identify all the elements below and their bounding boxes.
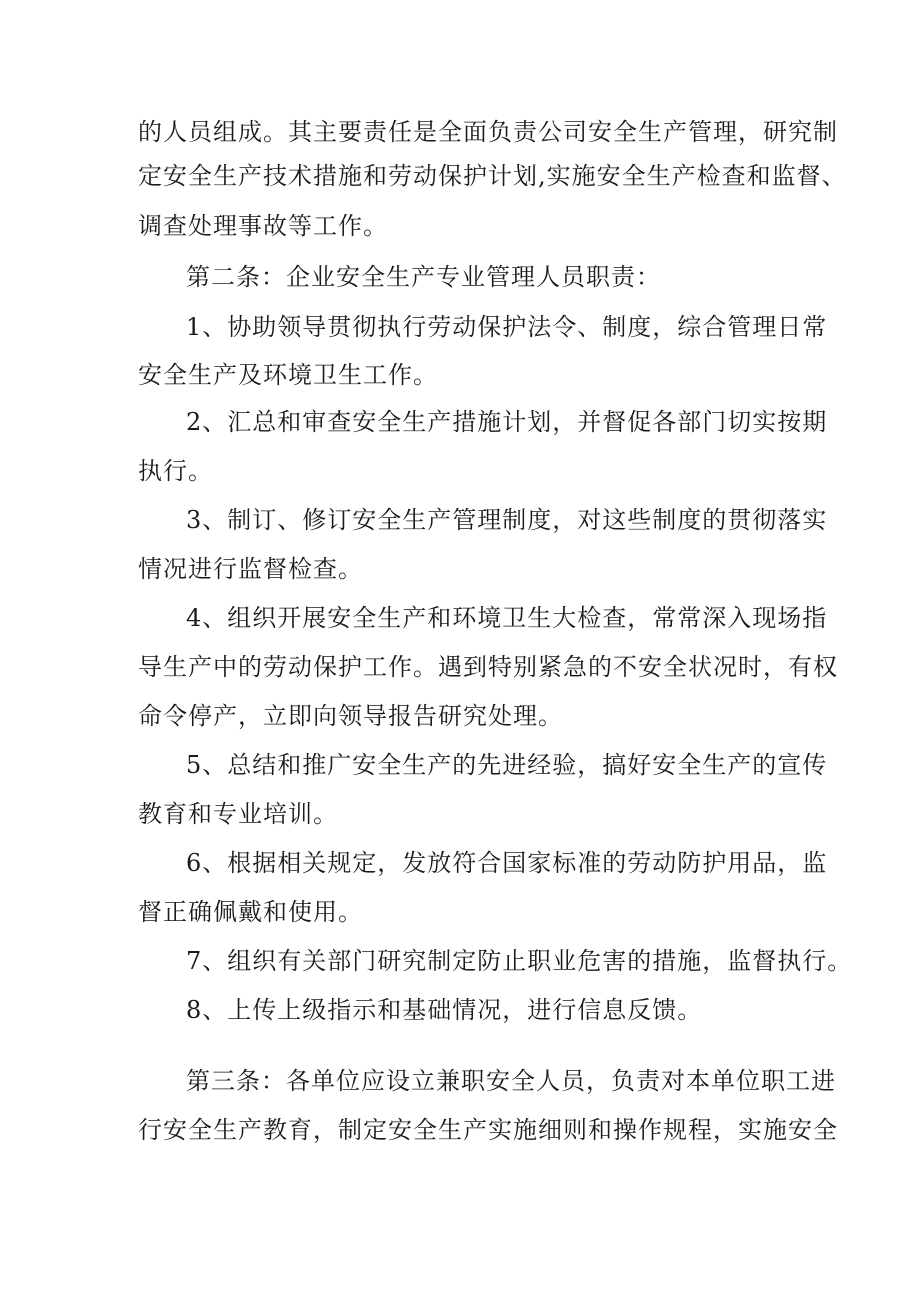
item-1-line-2: 安全生产及环境卫生工作。 — [138, 361, 438, 389]
text-line-2: 定安全生产技术措施和劳动保护计划,实施安全生产检查和监督、 — [138, 162, 847, 190]
item-4-line-2: 导生产中的劳动保护工作。遇到特别紧急的不安全状况时，有权 — [138, 653, 838, 681]
item-5-line-1: 5、总结和推广安全生产的先进经验，搞好安全生产的宣传 — [186, 751, 828, 779]
item-6-line-2: 督正确佩戴和使用。 — [138, 898, 363, 926]
text-line-1: 的人员组成。其主要责任是全面负责公司安全生产管理，研究制 — [138, 118, 838, 146]
item-2-line-2: 执行。 — [138, 457, 213, 485]
item-4-line-1: 4、组织开展安全生产和环境卫生大检查，常常深入现场指 — [186, 604, 828, 632]
article-3-line-1: 第三条：各单位应设立兼职安全人员，负责对本单位职工进 — [186, 1067, 836, 1095]
item-3-line-1: 3、制订、修订安全生产管理制度，对这些制度的贯彻落实 — [186, 506, 828, 534]
item-1-line-1: 1、协助领导贯彻执行劳动保护法令、制度，综合管理日常 — [186, 313, 828, 341]
item-7-line-1: 7、组织有关部门研究制定防止职业危害的措施，监督执行。 — [186, 947, 853, 975]
item-4-line-3: 命令停产，立即向领导报告研究处理。 — [138, 702, 563, 730]
item-8-line-1: 8、上传上级指示和基础情况，进行信息反馈。 — [186, 996, 703, 1024]
item-2-line-1: 2、汇总和审查安全生产措施计划，并督促各部门切实按期 — [186, 408, 828, 436]
article-2-heading: 第二条：企业安全生产专业管理人员职责： — [186, 263, 661, 291]
item-3-line-2: 情况进行监督检查。 — [138, 555, 363, 583]
item-6-line-1: 6、根据相关规定，发放符合国家标准的劳动防护用品，监 — [186, 849, 828, 877]
text-line-3: 调查处理事故等工作。 — [138, 212, 388, 240]
item-5-line-2: 教育和专业培训。 — [138, 800, 338, 828]
article-3-line-2: 行安全生产教育，制定安全生产实施细则和操作规程，实施安全 — [138, 1116, 838, 1144]
